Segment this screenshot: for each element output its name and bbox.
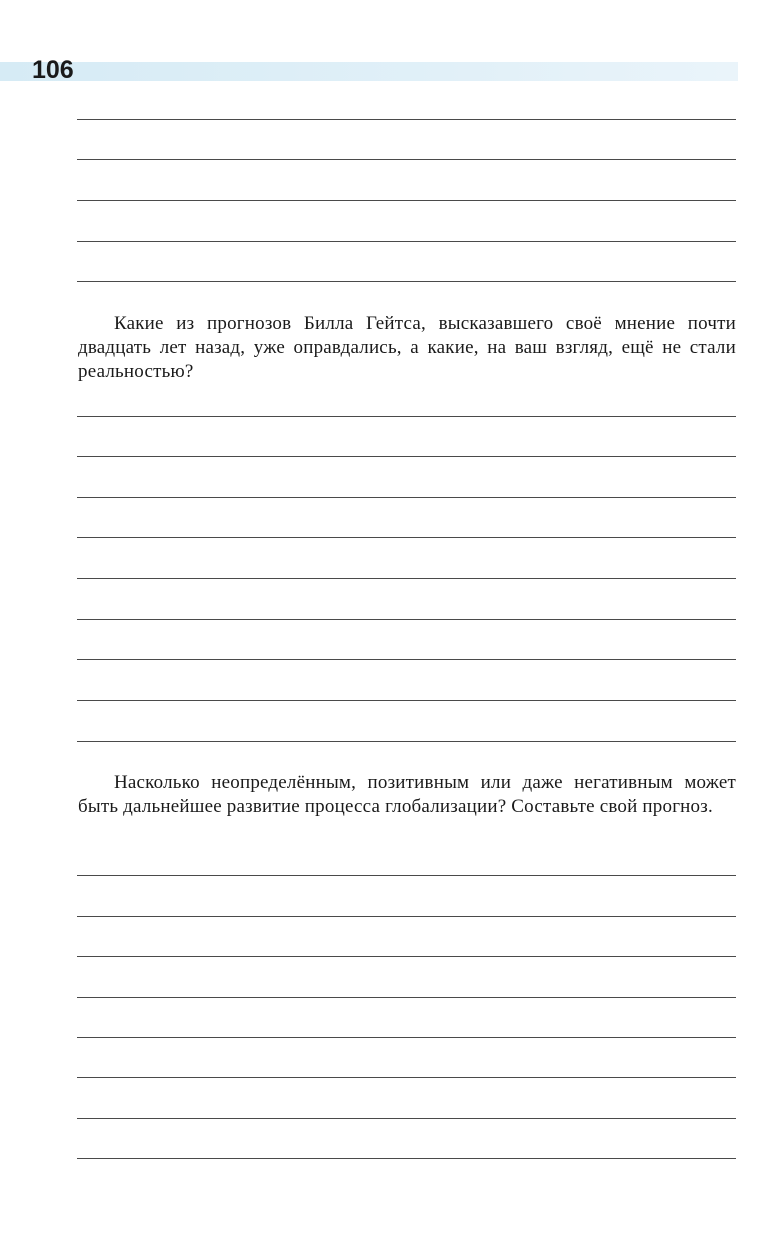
answer-line[interactable]	[77, 578, 736, 579]
answer-line[interactable]	[77, 200, 736, 201]
answer-line[interactable]	[77, 416, 736, 417]
answer-line[interactable]	[77, 281, 736, 282]
answer-line[interactable]	[77, 997, 736, 998]
answer-line[interactable]	[77, 741, 736, 742]
answer-line[interactable]	[77, 619, 736, 620]
answer-line[interactable]	[77, 1158, 736, 1159]
answer-line[interactable]	[77, 1077, 736, 1078]
answer-line[interactable]	[77, 916, 736, 917]
question-text-1: Какие из прогнозов Билла Гейтса, высказавшего своё мнение почти двадцать лет назад, уже оправдались, а какие, на ваш взгляд, ещё не стали реальностью?	[78, 313, 736, 382]
answer-line[interactable]	[77, 119, 736, 120]
answer-line[interactable]	[77, 700, 736, 701]
answer-line[interactable]	[77, 659, 736, 660]
answer-line[interactable]	[77, 1118, 736, 1119]
answer-line[interactable]	[77, 241, 736, 242]
answer-line[interactable]	[77, 537, 736, 538]
answer-line[interactable]	[77, 875, 736, 876]
answer-line[interactable]	[77, 456, 736, 457]
page-number: 106	[32, 56, 74, 84]
question-text-2: Насколько неопределённым, позитивным или даже негативным может быть дальнейшее развитие процесса глобализации? Составьте свой прогноз.	[78, 772, 736, 817]
answer-line[interactable]	[77, 159, 736, 160]
answer-line[interactable]	[77, 1037, 736, 1038]
answer-line[interactable]	[77, 497, 736, 498]
page-header-band	[0, 62, 738, 81]
answer-line[interactable]	[77, 956, 736, 957]
